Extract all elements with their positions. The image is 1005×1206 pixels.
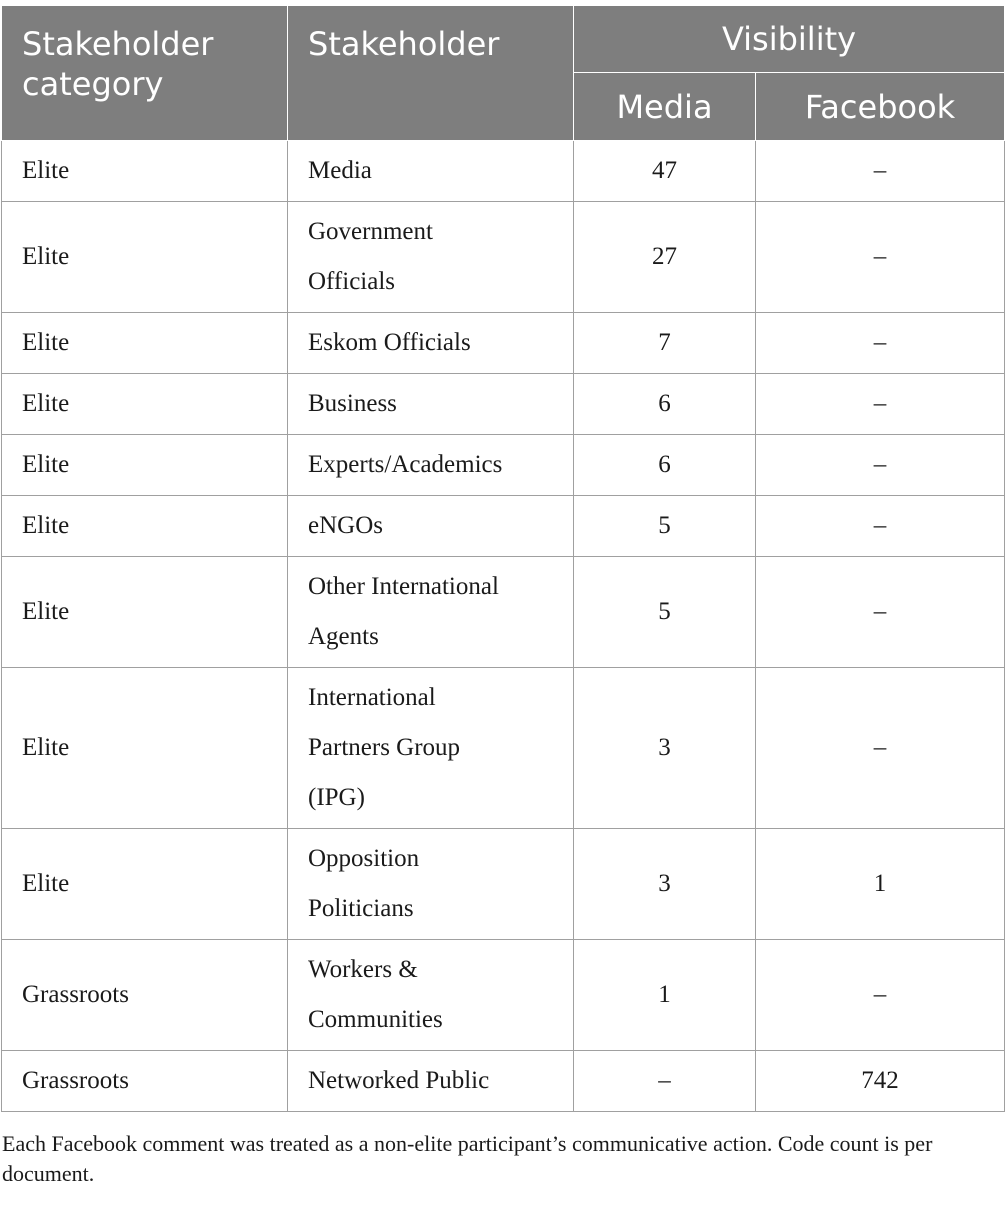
cell-media: 6 <box>574 435 756 496</box>
cell-media: – <box>574 1051 756 1112</box>
cell-facebook: – <box>756 202 1005 313</box>
cell-category: Elite <box>2 374 288 435</box>
table-footnote: Each Facebook comment was treated as a non-elite participant’s communicative action. Code count is per document. <box>2 1131 933 1186</box>
cell-facebook: – <box>756 557 1005 668</box>
cell-stakeholder: Media <box>288 141 574 202</box>
header-stakeholder-category: Stakeholder category <box>2 6 288 141</box>
cell-stakeholder: International Partners Group (IPG) <box>288 668 574 829</box>
cell-stakeholder: Eskom Officials <box>288 313 574 374</box>
header-facebook: Facebook <box>756 73 1005 141</box>
cell-facebook: – <box>756 668 1005 829</box>
cell-media: 5 <box>574 557 756 668</box>
cell-category: Elite <box>2 313 288 374</box>
table-row <box>2 829 1005 940</box>
cell-category: Grassroots <box>2 1051 288 1112</box>
cell-category: Elite <box>2 668 288 829</box>
cell-media: 27 <box>574 202 756 313</box>
cell-media: 3 <box>574 829 756 940</box>
cell-stakeholder: Experts/Academics <box>288 435 574 496</box>
cell-media: 5 <box>574 496 756 557</box>
cell-media: 6 <box>574 374 756 435</box>
table-row <box>2 496 1005 557</box>
cell-facebook: – <box>756 141 1005 202</box>
cell-media: 7 <box>574 313 756 374</box>
cell-facebook: – <box>756 496 1005 557</box>
header-visibility: Visibility <box>574 6 1005 73</box>
cell-stakeholder: eNGOs <box>288 496 574 557</box>
cell-category: Elite <box>2 202 288 313</box>
cell-media: 3 <box>574 668 756 829</box>
table-row <box>2 557 1005 668</box>
cell-facebook: 1 <box>756 829 1005 940</box>
cell-stakeholder: Opposition Politicians <box>288 829 574 940</box>
cell-facebook: 742 <box>756 1051 1005 1112</box>
cell-media: 1 <box>574 940 756 1051</box>
header-media: Media <box>574 73 756 141</box>
cell-category: Elite <box>2 435 288 496</box>
cell-stakeholder: Government Officials <box>288 202 574 313</box>
cell-facebook: – <box>756 374 1005 435</box>
header-stakeholder: Stakeholder <box>288 6 574 141</box>
cell-stakeholder: Business <box>288 374 574 435</box>
table-row <box>2 435 1005 496</box>
table-row <box>2 313 1005 374</box>
cell-stakeholder: Workers & Communities <box>288 940 574 1051</box>
cell-category: Elite <box>2 557 288 668</box>
cell-category: Elite <box>2 496 288 557</box>
cell-stakeholder: Networked Public <box>288 1051 574 1112</box>
table-row <box>2 1051 1005 1112</box>
cell-facebook: – <box>756 940 1005 1051</box>
cell-media: 47 <box>574 141 756 202</box>
cell-stakeholder: Other International Agents <box>288 557 574 668</box>
cell-category: Elite <box>2 829 288 940</box>
table-row <box>2 202 1005 313</box>
table-row <box>2 940 1005 1051</box>
cell-facebook: – <box>756 313 1005 374</box>
table-row <box>2 668 1005 829</box>
table-row <box>2 374 1005 435</box>
cell-facebook: – <box>756 435 1005 496</box>
stakeholder-table <box>1 5 1005 1112</box>
cell-category: Grassroots <box>2 940 288 1051</box>
cell-category: Elite <box>2 141 288 202</box>
table-row <box>2 141 1005 202</box>
